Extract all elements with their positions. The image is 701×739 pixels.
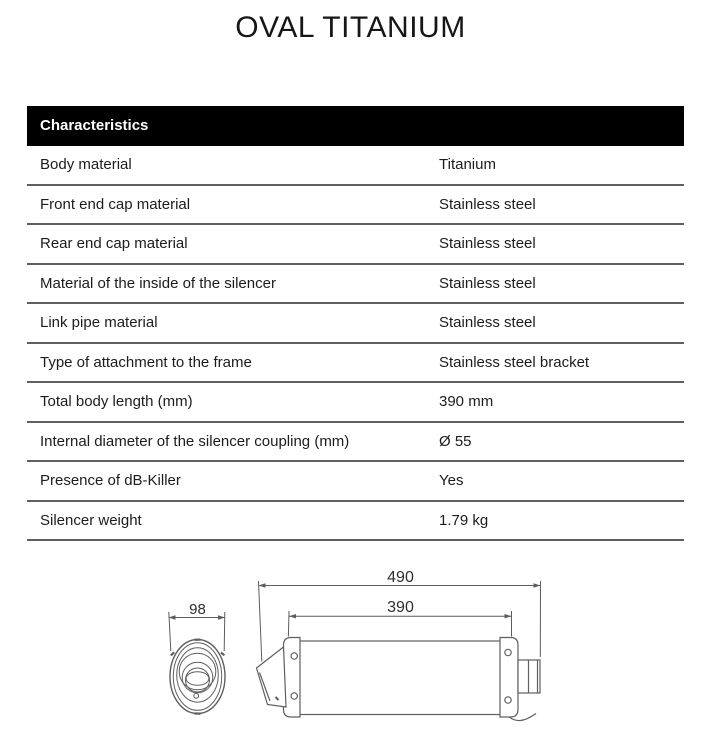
row-label: Type of attachment to the frame — [40, 353, 252, 371]
table-row — [27, 225, 684, 265]
technical-drawing — [140, 555, 580, 739]
row-label: Rear end cap material — [40, 235, 188, 253]
row-label: Front end cap material — [40, 195, 191, 213]
table-row — [27, 502, 684, 542]
outlet-opening — [186, 672, 209, 686]
row-value: Titanium — [439, 156, 496, 174]
row-value: Stainless steel — [439, 274, 536, 292]
front-view — [170, 640, 225, 714]
page-title: OVAL TITANIUM — [235, 11, 466, 44]
table-row — [27, 186, 684, 226]
row-value: Yes — [439, 472, 464, 490]
characteristics-table — [27, 106, 684, 541]
table-row — [27, 344, 684, 384]
row-label: Internal diameter of the silencer coupling (mm) — [40, 432, 350, 450]
drain-hole — [194, 693, 199, 698]
table-row — [27, 146, 684, 186]
row-label: Silencer weight — [40, 511, 142, 529]
row-value: Stainless steel — [439, 314, 536, 332]
row-value: Stainless steel bracket — [439, 353, 590, 371]
link-pipe — [257, 647, 287, 707]
dimension-body-length — [288, 599, 511, 637]
table-row — [27, 462, 684, 502]
row-value: 1.79 kg — [439, 511, 489, 529]
row-value: Ø 55 — [439, 432, 472, 450]
table-row — [27, 265, 684, 305]
dimension-front-width — [169, 601, 226, 651]
row-label: Total body length (mm) — [40, 393, 193, 411]
table-row — [27, 423, 684, 463]
row-value: Stainless steel — [439, 195, 536, 213]
table-row — [27, 383, 684, 423]
silencer-body-outline — [299, 641, 502, 715]
characteristics-header: Characteristics — [27, 106, 684, 146]
side-view — [257, 638, 541, 721]
row-value: 390 mm — [439, 393, 494, 411]
row-label: Material of the inside of the silencer — [40, 274, 276, 292]
dim-front-width-label: 98 — [189, 601, 206, 618]
dim-overall-length-label: 490 — [387, 569, 414, 586]
row-value: Stainless steel — [439, 235, 536, 253]
end-cap-ring-mid — [182, 662, 213, 693]
characteristics-table-body — [27, 146, 684, 541]
row-label: Presence of dB-Killer — [40, 472, 181, 490]
dim-body-length-label: 390 — [387, 599, 414, 616]
row-label: Link pipe material — [40, 314, 158, 332]
outlet-pipe — [518, 660, 540, 693]
table-row — [27, 304, 684, 344]
row-label: Body material — [40, 156, 132, 174]
